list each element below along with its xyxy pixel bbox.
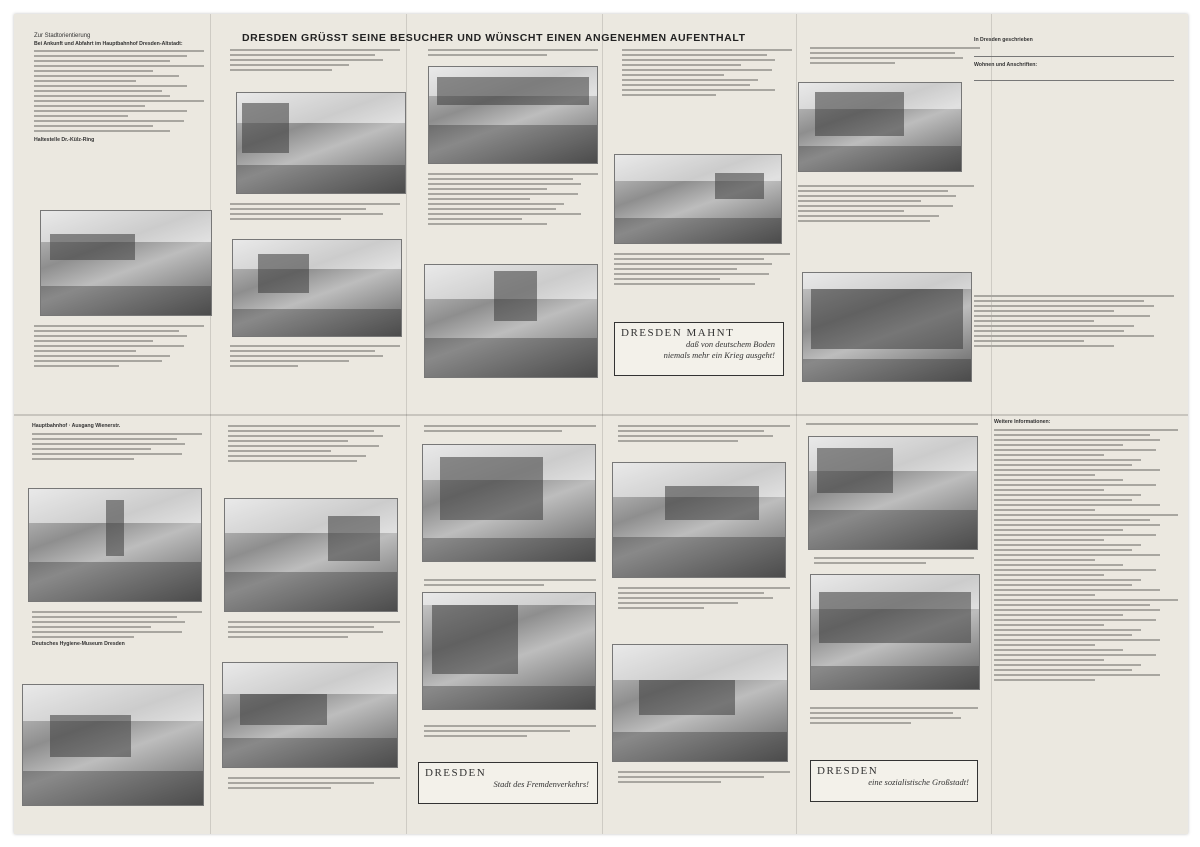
fold-line: [406, 14, 407, 834]
text-block: [424, 722, 596, 762]
text-block: [230, 342, 400, 394]
section-heading: Deutsches Hygiene-Museum Dresden: [32, 641, 125, 647]
photo-bridge: [612, 462, 786, 578]
photo-bruehlsche-terrasse: [424, 264, 598, 378]
text-block: [228, 618, 400, 666]
text-block: [618, 422, 790, 462]
photo-theaterplatz: [428, 66, 598, 164]
slogan-heading: DRESDEN: [817, 765, 879, 777]
slogan-text: eine sozialistische Großstadt!: [868, 777, 969, 787]
text-block: [798, 182, 974, 270]
notes-column: [974, 36, 1174, 96]
photo-street-scene: [222, 662, 398, 768]
text-block: [618, 768, 790, 804]
slogan-box: [810, 760, 978, 802]
field-label: Wohnen und Anschriften:: [974, 61, 1038, 68]
fold-line: [602, 14, 603, 834]
section-title: In Dresden geschrieben: [974, 37, 1033, 43]
section-title: Weitere Informationen:: [994, 419, 1051, 425]
photo-hauptbahnhof: [28, 488, 202, 602]
text-block: [814, 554, 974, 574]
text-block: [428, 46, 598, 68]
fold-line: [991, 14, 992, 834]
text-block: [32, 422, 202, 482]
section-heading: Haltestelle Dr.-Külz-Ring: [34, 137, 95, 144]
photo-platz-der-einheit: [614, 154, 782, 244]
text-block: [32, 608, 202, 680]
text-block: [230, 200, 400, 238]
slogan-text: daß von deutschem Boden: [686, 339, 775, 349]
text-block: [618, 584, 790, 640]
orientation-column: [34, 32, 204, 212]
fold-line: [14, 414, 1188, 416]
photo-villa: [612, 644, 788, 762]
text-block: [622, 46, 792, 142]
slogan-heading: DRESDEN: [425, 767, 487, 779]
photo-modern-building: [798, 82, 962, 172]
slogan-text: Stadt des Fremdenverkehrs!: [493, 779, 589, 789]
slogan-box: [418, 762, 598, 804]
text-block: [228, 422, 400, 500]
text-block: [614, 250, 790, 320]
photo-square: [422, 592, 596, 710]
section-title: Zur Stadtorientierung: [34, 33, 91, 39]
section-heading: Hauptbahnhof · Ausgang Wienerstr.: [32, 423, 121, 429]
caption-block: [34, 322, 204, 402]
text-block: [810, 704, 978, 750]
information-column: [994, 418, 1178, 808]
poster-banner: DRESDEN GRÜSST SEINE BESUCHER UND WÜNSCHT EINEN ANGENEHMEN AUFENTHALT: [242, 32, 746, 44]
photo-monument: [802, 272, 972, 382]
photo-pavilion: [810, 574, 980, 690]
fold-line: [796, 14, 797, 834]
section-heading: Bei Ankunft und Abfahrt im Hauptbahnhof Dresden-Altstadt:: [34, 40, 183, 47]
fold-line: [210, 14, 211, 834]
photo-prager-strasse: [236, 92, 406, 194]
photo-hygiene-museum: [22, 684, 204, 806]
photo-zwinger: [808, 436, 978, 550]
text-block: [974, 292, 1174, 388]
slogan-heading: DRESDEN MAHNT: [621, 327, 735, 339]
slogan-box: [614, 322, 784, 376]
photo-hotel: [422, 444, 596, 562]
text-block: [424, 422, 596, 446]
poster-sheet: [14, 14, 1188, 834]
text-block: [228, 774, 400, 814]
text-block: [230, 46, 400, 92]
photo-tram-stop: [232, 239, 402, 337]
slogan-text: niemals mehr ein Krieg ausgeht!: [663, 350, 775, 360]
photo-dr-kuelz-ring: [40, 210, 212, 316]
photo-bus-station: [224, 498, 398, 612]
text-block: [428, 170, 598, 266]
